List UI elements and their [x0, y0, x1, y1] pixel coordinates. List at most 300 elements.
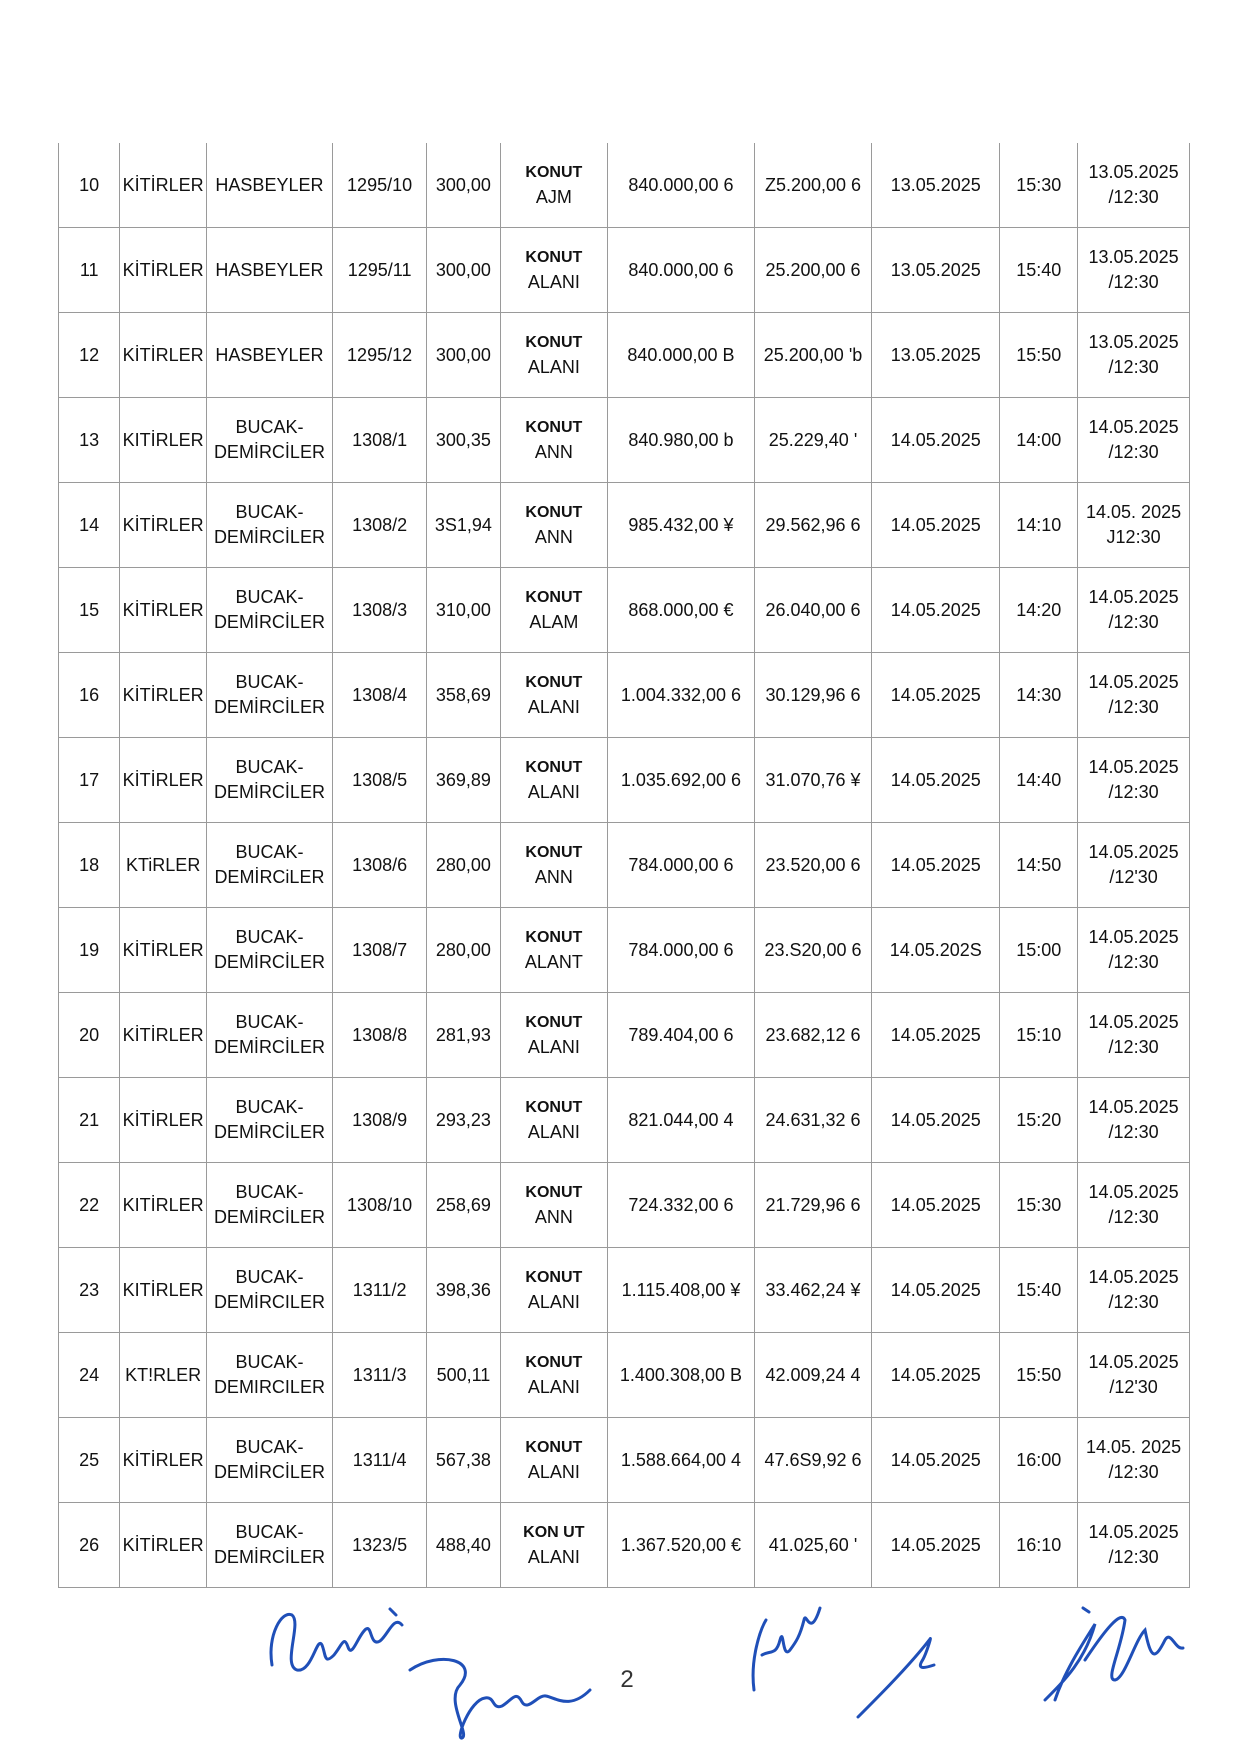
cell-parsel — [332, 568, 426, 653]
cell-mahalle — [120, 1333, 207, 1418]
cell-mevki-text: BUCAK- — [235, 1182, 304, 1202]
cell-alan-text: 300,00 — [435, 259, 491, 280]
cell-teminat — [754, 653, 871, 738]
cell-tarih-text: 14.05.2025 — [890, 429, 981, 450]
cell-ihale-text: 14.05.2025 — [1088, 672, 1179, 692]
cell-ihale-text: 14.05.2025 — [1088, 1097, 1179, 1117]
cell-nitelik — [500, 1248, 607, 1333]
cell-mevki-text: DEMİRCİLER — [213, 952, 325, 972]
cell-alan-text: 258,69 — [435, 1194, 491, 1215]
cell-tarih — [872, 993, 1000, 1078]
cell-tarih-text: 13.05.2025 — [890, 174, 981, 195]
cell-mevki — [206, 228, 332, 313]
cell-saat-text: 15:00 — [1016, 939, 1062, 960]
cell-alan — [427, 568, 500, 653]
cell-ihale-text: /12'30 — [1109, 1377, 1158, 1397]
cell-ihale-text: /12:30 — [1108, 1292, 1159, 1312]
cell-teminat — [754, 1503, 871, 1588]
cell-nitelik — [500, 313, 607, 398]
cell-nitelik-text: ALANI — [527, 1292, 580, 1312]
cell-mahalle-text: KİTİRLER — [122, 259, 204, 280]
cell-mevki-text: DEMİRCİLER — [213, 1462, 325, 1482]
cell-parsel — [332, 823, 426, 908]
cell-tarih — [872, 1333, 1000, 1418]
cell-saat — [1000, 313, 1078, 398]
cell-parsel-text: 1308/3 — [352, 599, 408, 620]
cell-mahalle — [120, 1503, 207, 1588]
cell-mevki — [206, 1078, 332, 1163]
cell-bedel — [608, 228, 755, 313]
cell-mahalle — [120, 313, 207, 398]
cell-mahalle-text: KİTİRLER — [122, 1449, 204, 1470]
cell-ihale-text: /12:30 — [1108, 1462, 1159, 1482]
cell-teminat — [754, 1248, 871, 1333]
cell-alan-text: 300,00 — [435, 174, 491, 195]
cell-ihale — [1078, 1333, 1190, 1418]
table-row — [59, 228, 1190, 313]
cell-mevki-text: BUCAK- — [235, 1352, 304, 1372]
cell-ihale-text: /12:30 — [1108, 697, 1159, 717]
cell-bedel — [608, 738, 755, 823]
cell-nitelik — [500, 738, 607, 823]
cell-mevki — [206, 1333, 332, 1418]
cell-no — [59, 993, 120, 1078]
cell-mevki — [206, 1418, 332, 1503]
cell-nitelik-text: ALANI — [527, 782, 580, 802]
cell-mevki-text: DEMİRCİLER — [213, 782, 325, 802]
cell-ihale — [1078, 908, 1190, 993]
cell-teminat-text: 21.729,96 6 — [765, 1194, 861, 1215]
cell-parsel — [332, 483, 426, 568]
cell-mevki-text: DEMİRCİLER — [213, 527, 325, 547]
cell-parsel-text: 1311/3 — [352, 1364, 407, 1385]
cell-teminat-text: 42.009,24 4 — [765, 1364, 861, 1385]
cell-mevki-text: BUCAK- — [235, 1267, 304, 1287]
cell-ihale — [1078, 228, 1190, 313]
cell-nitelik-text: KONUT — [525, 844, 583, 861]
cell-mevki — [206, 1248, 332, 1333]
cell-no — [59, 1163, 120, 1248]
signature-2 — [400, 1640, 600, 1745]
cell-bedel — [608, 313, 755, 398]
cell-saat — [1000, 993, 1078, 1078]
cell-ihale — [1078, 1248, 1190, 1333]
cell-bedel-text: 724.332,00 6 — [628, 1194, 734, 1215]
cell-bedel-text: 1.004.332,00 6 — [620, 684, 742, 705]
cell-tarih-text: 14.05.2025 — [890, 684, 981, 705]
cell-ihale — [1078, 1418, 1190, 1503]
cell-no-text: 25 — [79, 1449, 100, 1470]
cell-no — [59, 738, 120, 823]
cell-mahalle-text: KİTİRLER — [122, 174, 204, 195]
cell-bedel-text: 840.980,00 b — [628, 429, 734, 450]
cell-teminat-text: Z5.200,00 6 — [764, 174, 862, 195]
cell-saat-text: 16:00 — [1016, 1449, 1062, 1470]
cell-no — [59, 823, 120, 908]
cell-mahalle — [120, 993, 207, 1078]
table-row — [59, 823, 1190, 908]
cell-parsel-text: 1295/10 — [347, 174, 413, 195]
cell-nitelik — [500, 993, 607, 1078]
cell-parsel-text: 1323/5 — [352, 1534, 408, 1555]
cell-nitelik-text: KONUT — [525, 589, 583, 606]
cell-no-text: 19 — [79, 939, 100, 960]
cell-teminat — [754, 483, 871, 568]
cell-no-text: 26 — [79, 1534, 100, 1555]
cell-ihale-text: 13.05.2025 — [1088, 247, 1179, 267]
cell-mevki-text: DEMİRCİLER — [213, 1122, 325, 1142]
cell-teminat-text: 25.229,40 ' — [768, 429, 858, 450]
cell-teminat-text: 31.070,76 ¥ — [765, 769, 861, 790]
cell-teminat — [754, 143, 871, 228]
cell-parsel-text: 1308/10 — [347, 1194, 413, 1215]
cell-mevki — [206, 313, 332, 398]
cell-bedel-text: 784.000,00 6 — [628, 939, 734, 960]
cell-parsel — [332, 993, 426, 1078]
cell-parsel-text: 1308/4 — [352, 684, 408, 705]
cell-bedel — [608, 823, 755, 908]
cell-alan-text: 280,00 — [435, 854, 491, 875]
cell-saat-text: 15:40 — [1016, 1279, 1062, 1300]
cell-teminat — [754, 738, 871, 823]
cell-mahalle — [120, 483, 207, 568]
cell-ihale-text: /12:30 — [1108, 187, 1159, 207]
cell-nitelik — [500, 1503, 607, 1588]
cell-nitelik-text: KONUT — [525, 419, 583, 436]
cell-no — [59, 143, 120, 228]
cell-alan — [427, 313, 500, 398]
cell-alan-text: 280,00 — [435, 939, 491, 960]
cell-alan-text: 369,89 — [435, 769, 491, 790]
cell-bedel — [608, 1078, 755, 1163]
cell-saat — [1000, 1503, 1078, 1588]
cell-parsel — [332, 738, 426, 823]
cell-mahalle-text: KITİRLER — [122, 1279, 204, 1300]
cell-tarih-text: 14.05.2025 — [890, 1364, 981, 1385]
cell-parsel-text: 1295/12 — [347, 344, 413, 365]
cell-no — [59, 1503, 120, 1588]
cell-mahalle — [120, 568, 207, 653]
cell-saat — [1000, 483, 1078, 568]
cell-bedel — [608, 1333, 755, 1418]
cell-nitelik-text: KONUT — [525, 1269, 583, 1286]
cell-no — [59, 1248, 120, 1333]
cell-nitelik-text: ALANI — [527, 1037, 580, 1057]
cell-teminat — [754, 313, 871, 398]
cell-mevki-text: DEMİRCİLER — [213, 612, 325, 632]
cell-mevki-text: HASBEYLER — [215, 259, 324, 280]
cell-saat — [1000, 1163, 1078, 1248]
cell-saat — [1000, 738, 1078, 823]
cell-alan — [427, 398, 500, 483]
cell-ihale-text: J12:30 — [1106, 527, 1161, 547]
cell-tarih-text: 13.05.2025 — [890, 259, 981, 280]
cell-alan — [427, 908, 500, 993]
cell-ihale-text: 14.05. 2025 — [1086, 1437, 1182, 1457]
cell-bedel — [608, 483, 755, 568]
cell-bedel-text: 1.588.664,00 4 — [620, 1449, 742, 1470]
cell-saat-text: 14:20 — [1016, 599, 1062, 620]
cell-alan-text: 488,40 — [435, 1534, 491, 1555]
cell-ihale-text: /12:30 — [1108, 952, 1159, 972]
cell-no — [59, 483, 120, 568]
cell-bedel-text: 840.000,00 6 — [628, 174, 734, 195]
cell-parsel-text: 1308/1 — [352, 429, 408, 450]
cell-alan — [427, 1503, 500, 1588]
cell-mahalle — [120, 738, 207, 823]
cell-alan — [427, 1163, 500, 1248]
cell-tarih-text: 14.05.2025 — [890, 1109, 981, 1130]
cell-no-text: 14 — [79, 514, 100, 535]
cell-tarih-text: 14.05.2025 — [890, 1194, 981, 1215]
table-row — [59, 143, 1190, 228]
signature-5 — [1025, 1600, 1205, 1710]
cell-ihale-text: 14.05.2025 — [1088, 1522, 1179, 1542]
cell-mahalle-text: KİTİRLER — [122, 1534, 204, 1555]
cell-nitelik-text: KONUT — [525, 1354, 583, 1371]
cell-ihale-text: /12:30 — [1108, 1037, 1159, 1057]
cell-nitelik-text: ANN — [534, 527, 573, 547]
cell-teminat-text: 24.631,32 6 — [765, 1109, 861, 1130]
cell-ihale-text: 14.05.2025 — [1088, 1182, 1179, 1202]
table-row — [59, 313, 1190, 398]
cell-tarih — [872, 908, 1000, 993]
cell-nitelik — [500, 1078, 607, 1163]
cell-ihale-text: /12:30 — [1108, 782, 1159, 802]
cell-nitelik — [500, 1163, 607, 1248]
cell-nitelik-text: KONUT — [525, 674, 583, 691]
cell-teminat — [754, 1078, 871, 1163]
cell-mevki-text: DEMİRCİLER — [213, 1207, 325, 1227]
cell-alan-text: 293,23 — [435, 1109, 491, 1130]
cell-mahalle — [120, 228, 207, 313]
cell-mevki — [206, 398, 332, 483]
cell-mevki-text: HASBEYLER — [215, 344, 324, 365]
cell-nitelik-text: ANN — [534, 867, 573, 887]
cell-bedel — [608, 1163, 755, 1248]
cell-tarih-text: 14.05.202S — [889, 939, 982, 960]
cell-no — [59, 653, 120, 738]
cell-nitelik — [500, 483, 607, 568]
cell-ihale-text: 13.05.2025 — [1088, 332, 1179, 352]
cell-bedel — [608, 398, 755, 483]
cell-alan-text: 567,38 — [435, 1449, 491, 1470]
cell-nitelik — [500, 908, 607, 993]
cell-alan — [427, 738, 500, 823]
cell-teminat-text: 25.200,00 6 — [765, 259, 861, 280]
cell-no-text: 22 — [79, 1194, 100, 1215]
cell-bedel-text: 868.000,00 € — [628, 599, 734, 620]
cell-mahalle-text: KİTİRLER — [122, 344, 204, 365]
cell-ihale — [1078, 1163, 1190, 1248]
cell-no — [59, 908, 120, 993]
cell-nitelik-text: ALANI — [527, 697, 580, 717]
cell-nitelik-text: ALANI — [527, 272, 580, 292]
table-row — [59, 1503, 1190, 1588]
cell-ihale-text: /12:30 — [1108, 1122, 1159, 1142]
cell-saat — [1000, 823, 1078, 908]
cell-parsel — [332, 1503, 426, 1588]
cell-bedel-text: 1.115.408,00 ¥ — [621, 1279, 741, 1300]
cell-alan-text: 281,93 — [435, 1024, 491, 1045]
cell-nitelik — [500, 653, 607, 738]
cell-parsel — [332, 908, 426, 993]
cell-mevki — [206, 993, 332, 1078]
cell-mevki — [206, 738, 332, 823]
cell-bedel-text: 840.000,00 B — [627, 344, 735, 365]
cell-parsel — [332, 1418, 426, 1503]
cell-nitelik-text: ALANT — [524, 952, 583, 972]
cell-teminat-text: 30.129,96 6 — [765, 684, 861, 705]
cell-ihale — [1078, 993, 1190, 1078]
cell-ihale-text: 14.05.2025 — [1088, 927, 1179, 947]
cell-alan-text: 500,11 — [436, 1364, 491, 1385]
cell-teminat — [754, 908, 871, 993]
cell-mevki-text: DEMİRCİLER — [213, 1547, 325, 1567]
cell-mevki-text: HASBEYLER — [215, 174, 324, 195]
cell-mahalle — [120, 1418, 207, 1503]
cell-nitelik — [500, 1418, 607, 1503]
cell-alan-text: 300,35 — [435, 429, 491, 450]
cell-ihale-text: 14.05.2025 — [1088, 757, 1179, 777]
cell-nitelik — [500, 1333, 607, 1418]
cell-saat-text: 15:40 — [1016, 259, 1062, 280]
cell-mahalle — [120, 1078, 207, 1163]
cell-no-text: 17 — [79, 769, 100, 790]
cell-no — [59, 313, 120, 398]
cell-teminat — [754, 568, 871, 653]
cell-alan — [427, 1333, 500, 1418]
cell-nitelik-text: KONUT — [525, 1099, 583, 1116]
cell-teminat-text: 29.562,96 6 — [765, 514, 861, 535]
cell-tarih — [872, 143, 1000, 228]
cell-teminat — [754, 993, 871, 1078]
signature-3 — [740, 1600, 830, 1700]
cell-nitelik-text: ALANI — [527, 1122, 580, 1142]
cell-bedel-text: 1.367.520,00 € — [620, 1534, 742, 1555]
cell-nitelik — [500, 143, 607, 228]
cell-parsel — [332, 313, 426, 398]
table-row — [59, 993, 1190, 1078]
cell-mahalle-text: KİTİRLER — [122, 1024, 204, 1045]
cell-parsel-text: 1308/5 — [352, 769, 408, 790]
cell-ihale — [1078, 1078, 1190, 1163]
cell-bedel — [608, 1503, 755, 1588]
cell-nitelik-text: KONUT — [525, 504, 583, 521]
cell-ihale-text: /12'30 — [1109, 867, 1158, 887]
cell-ihale-text: /12:30 — [1108, 442, 1159, 462]
cell-mevki-text: DEMİRCİLER — [213, 1037, 325, 1057]
cell-saat — [1000, 1078, 1078, 1163]
cell-parsel — [332, 398, 426, 483]
cell-alan-text: 300,00 — [435, 344, 491, 365]
cell-parsel-text: 1308/6 — [352, 854, 408, 875]
cell-bedel — [608, 993, 755, 1078]
cell-mevki — [206, 823, 332, 908]
cell-mahalle — [120, 823, 207, 908]
cell-mahalle-text: KİTİRLER — [122, 684, 204, 705]
cell-tarih — [872, 313, 1000, 398]
cell-saat-text: 14:50 — [1016, 854, 1062, 875]
cell-ihale-text: /12:30 — [1108, 612, 1159, 632]
cell-parsel-text: 1311/4 — [352, 1449, 407, 1470]
page-number: 2 — [620, 1666, 634, 1693]
cell-nitelik — [500, 568, 607, 653]
cell-nitelik-text: KONUT — [525, 249, 583, 266]
cell-nitelik-text: ALANI — [527, 1462, 580, 1482]
cell-nitelik — [500, 823, 607, 908]
cell-no-text: 12 — [79, 344, 100, 365]
cell-ihale — [1078, 653, 1190, 738]
cell-saat-text: 14:40 — [1016, 769, 1062, 790]
cell-tarih — [872, 1418, 1000, 1503]
table-row — [59, 1248, 1190, 1333]
cell-mahalle-text: KT!RLER — [125, 1364, 202, 1385]
cell-saat-text: 15:20 — [1016, 1109, 1062, 1130]
cell-teminat — [754, 1333, 871, 1418]
table-row — [59, 738, 1190, 823]
cell-ihale — [1078, 568, 1190, 653]
cell-nitelik-text: KONUT — [525, 1184, 583, 1201]
cell-saat — [1000, 653, 1078, 738]
cell-tarih — [872, 1078, 1000, 1163]
cell-parsel-text: 1295/11 — [347, 259, 412, 280]
cell-teminat — [754, 1163, 871, 1248]
cell-nitelik-text: AJM — [535, 187, 572, 207]
cell-ihale — [1078, 313, 1190, 398]
cell-bedel-text: 821.044,00 4 — [628, 1109, 734, 1130]
cell-mahalle — [120, 398, 207, 483]
cell-mahalle — [120, 143, 207, 228]
cell-bedel-text: 985.432,00 ¥ — [628, 514, 734, 535]
cell-bedel — [608, 568, 755, 653]
parcel-table-body — [59, 143, 1190, 1588]
cell-parsel — [332, 1333, 426, 1418]
cell-parsel — [332, 1248, 426, 1333]
cell-mevki-text: BUCAK- — [235, 1097, 304, 1117]
cell-mevki — [206, 568, 332, 653]
table-row — [59, 568, 1190, 653]
cell-ihale-text: 14.05.2025 — [1088, 1012, 1179, 1032]
cell-bedel — [608, 1248, 755, 1333]
cell-nitelik-text: ALANI — [527, 1547, 580, 1567]
cell-bedel-text: 1.400.308,00 B — [619, 1364, 742, 1385]
cell-parsel-text: 1308/2 — [352, 514, 408, 535]
cell-tarih — [872, 738, 1000, 823]
cell-tarih-text: 13.05.2025 — [890, 344, 981, 365]
cell-mevki-text: BUCAK- — [235, 1437, 304, 1457]
cell-ihale-text: 14.05.2025 — [1088, 1352, 1179, 1372]
cell-mevki — [206, 1503, 332, 1588]
cell-mahalle-text: KITİRLER — [122, 429, 204, 450]
cell-bedel-text: 789.404,00 6 — [628, 1024, 734, 1045]
cell-mevki — [206, 1163, 332, 1248]
cell-teminat-text: 41.025,60 ' — [768, 1534, 858, 1555]
cell-teminat-text: 33.462,24 ¥ — [765, 1279, 861, 1300]
table-row — [59, 908, 1190, 993]
cell-ihale-text: 14.05.2025 — [1088, 842, 1179, 862]
cell-no-text: 10 — [79, 174, 100, 195]
cell-alan — [427, 228, 500, 313]
cell-no-text: 15 — [79, 599, 100, 620]
cell-no — [59, 1333, 120, 1418]
cell-tarih-text: 14.05.2025 — [890, 599, 981, 620]
cell-alan — [427, 993, 500, 1078]
cell-alan-text: 398,36 — [435, 1279, 491, 1300]
cell-alan-text: 358,69 — [435, 684, 491, 705]
cell-tarih — [872, 568, 1000, 653]
cell-bedel-text: 840.000,00 6 — [628, 259, 734, 280]
